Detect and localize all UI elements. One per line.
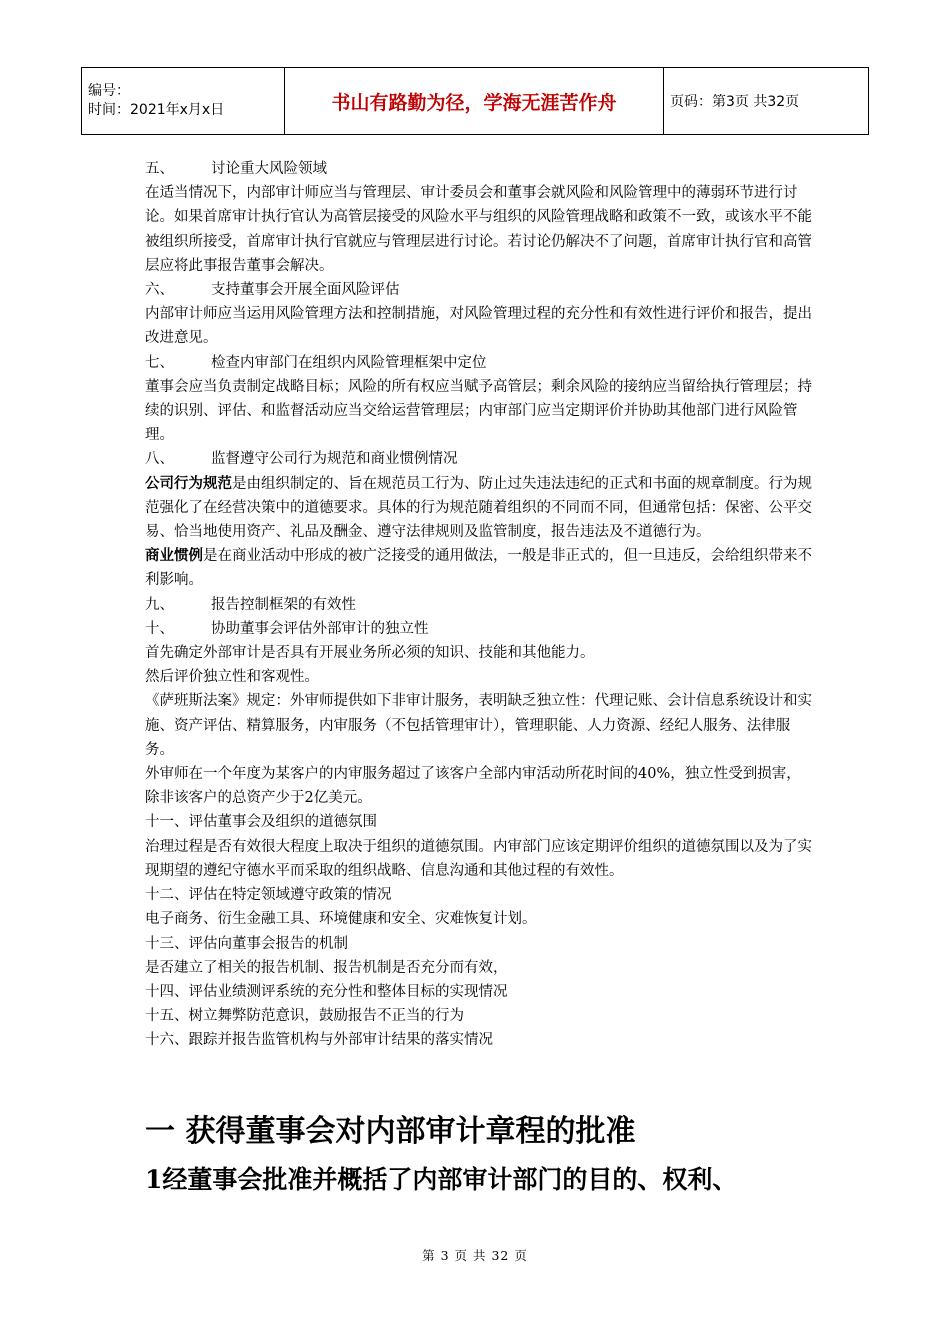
section-number: 八、 bbox=[145, 451, 174, 468]
section-heading-9 bbox=[145, 593, 813, 617]
section-title: 监督遵守公司行为规范和商业惯例情况 bbox=[211, 451, 458, 468]
section-heading-10 bbox=[145, 617, 813, 641]
paragraph: 外审师在一个年度为某客户的内审服务超过了该客户全部内审活动所花时间的40%，独立性受到损害，除非该客户的总资产少于2亿美元。 bbox=[145, 766, 801, 807]
header-motto: 书山有路勤为径，学海无涯苦作舟 bbox=[285, 68, 664, 135]
paragraph-code-of-conduct bbox=[145, 472, 813, 545]
section-heading-14: 十四、评估业绩测评系统的充分性和整体目标的实现情况 bbox=[145, 983, 508, 1000]
document-number-label: 编号： bbox=[88, 83, 130, 99]
paragraph: 首先确定外部审计是否具有开展业务所必须的知识、技能和其他能力。 bbox=[145, 645, 595, 662]
paragraph: 《萨班斯法案》规定：外审师提供如下非审计服务，表明缺乏独立性：代理记账、会计信息系统设计和实施、资产评估、精算服务，内审服务（不包括管理审计），管理职能、人力资源、经纪人服务、法律服务。 bbox=[145, 693, 812, 758]
section-title: 报告控制框架的有效性 bbox=[211, 596, 356, 613]
paragraph: 在适当情况下，内部审计师应当与管理层、审计委员会和董事会就风险和风险管理中的薄弱环节进行讨论。如果首席审计执行官认为高管层接受的风险水平与组织的风险管理战略和政策不一致，或该水平不能被组织所接受，首席审计执行官就应与管理层进行讨论。若讨论仍解决不了问题，首席审计执行官和高管层应将此事报告董事会解决。 bbox=[145, 185, 812, 274]
chapter-heading: 一 获得董事会对内部审计章程的批准 bbox=[145, 1114, 636, 1149]
page-header-table bbox=[81, 67, 869, 135]
paragraph: 电子商务、衍生金融工具、环境健康和安全、灾难恢复计划。 bbox=[145, 911, 537, 928]
term-definition: 是由组织制定的、旨在规范员工行为、防止过失违法违纪的正式和书面的规章制度。行为规范强化了在经营决策中的道德要求。具体的行为规范随着组织的不同而不同，但通常包括：保密、公平交易、恰当地使用资产、礼品及酬金、遵守法律规则及监管制度，报告违法及不道德行为。 bbox=[145, 475, 812, 541]
section-number: 十、 bbox=[145, 620, 174, 637]
document-body bbox=[145, 157, 813, 1053]
section-title: 讨论重大风险领域 bbox=[211, 161, 327, 177]
section-heading-7 bbox=[145, 351, 813, 375]
paragraph: 治理过程是否有效很大程度上取决于组织的道德氛围。内审部门应该定期评价组织的道德氛围以及为了实现期望的遵纪守德水平而采取的组织战略、信息沟通和其他过程的有效性。 bbox=[145, 838, 812, 879]
section-number: 五、 bbox=[145, 161, 174, 177]
paragraph-business-practice bbox=[145, 544, 813, 592]
header-page-label: 页码：第3页 共32页 bbox=[664, 68, 869, 135]
paragraph: 内部审计师应当运用风险管理方法和控制措施，对风险管理过程的充分性和有效性进行评价和报告，提出改进意见。 bbox=[145, 306, 812, 347]
document-date-label: 时间：2021年x月x日 bbox=[88, 102, 225, 118]
section-heading-6 bbox=[145, 278, 813, 302]
section-heading-11: 十一、评估董事会及组织的道德氛围 bbox=[145, 814, 377, 831]
paragraph: 然后评价独立性和客观性。 bbox=[145, 669, 319, 686]
section-heading-16: 十六、跟踪并报告监管机构与外部审计结果的落实情况 bbox=[145, 1032, 493, 1049]
section-title: 支持董事会开展全面风险评估 bbox=[211, 282, 400, 299]
paragraph: 是否建立了相关的报告机制、报告机制是否充分而有效， bbox=[145, 959, 508, 976]
section-heading-8 bbox=[145, 447, 813, 471]
section-heading-15: 十五、树立舞弊防范意识，鼓励报告不正当的行为 bbox=[145, 1008, 464, 1025]
section-number: 六、 bbox=[145, 282, 174, 299]
section-heading-12: 十二、评估在特定领域遵守政策的情况 bbox=[145, 887, 392, 904]
term-bold: 商业惯例 bbox=[145, 547, 203, 565]
section-number: 九、 bbox=[145, 596, 174, 613]
paragraph: 董事会应当负责制定战略目标；风险的所有权应当赋予高管层；剩余风险的接纳应当留给执行管理层；持续的识别、评估、和监督活动应当交给运营管理层；内审部门应当定期评价并协助其他部门进行风险管理。 bbox=[145, 378, 812, 444]
section-title: 检查内审部门在组织内风险管理框架中定位 bbox=[211, 354, 487, 371]
section-title: 协助董事会评估外部审计的独立性 bbox=[211, 620, 429, 637]
header-left-cell bbox=[82, 68, 285, 135]
section-number: 七、 bbox=[145, 354, 174, 371]
section-heading-13: 十三、评估向董事会报告的机制 bbox=[145, 935, 348, 952]
section-heading-5 bbox=[145, 157, 813, 181]
subchapter-heading: 1经董事会批准并概括了内部审计部门的目的、权利、 bbox=[145, 1165, 738, 1194]
page-footer: 第 3 页 共 32 页 bbox=[422, 1248, 528, 1263]
term-bold: 公司行为规范 bbox=[145, 474, 232, 492]
term-definition: 是在商业活动中形成的被广泛接受的通用做法，一般是非正式的，但一旦违反，会给组织带来不利影响。 bbox=[145, 548, 812, 589]
